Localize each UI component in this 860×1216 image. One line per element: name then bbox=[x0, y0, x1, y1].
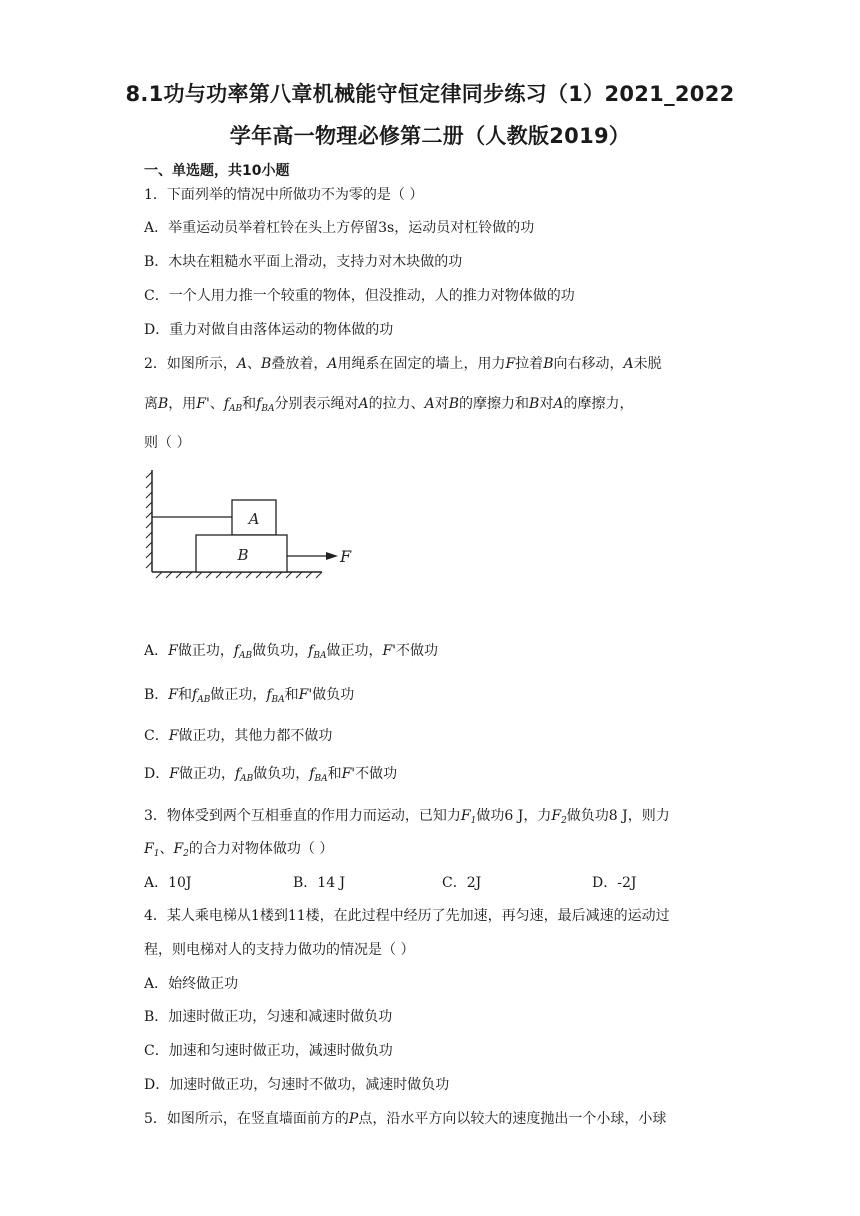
q3-option-b: B．14 J bbox=[293, 875, 346, 891]
q2-figure bbox=[144, 468, 364, 580]
force-label: F bbox=[340, 547, 352, 566]
q5-stem-line-1: 5．如图所示，在竖直墙面前方的P点，沿水平方向以较大的速度抛出一个小球，小球 bbox=[144, 1111, 667, 1127]
q2-option-d: D．F做正功，$f_{AB}$做负功，$f_{BA}$和F'不做功 bbox=[144, 766, 398, 784]
q2-option-a: A．F做正功，$f_{AB}$做负功，$f_{BA}$做正功，F'不做功 bbox=[144, 643, 439, 661]
q2-stem-line-2: 离B，用F'、$f_{AB}$和$f_{BA}$分别表示绳对A的拉力、A对B的摩擦力和B对A的摩擦力， bbox=[144, 396, 634, 414]
q3-option-d: D．-2J bbox=[592, 875, 637, 891]
q1-option-a: A．举重运动员举着杠铃在头上方停留3s，运动员对杠铃做的功 bbox=[144, 220, 535, 236]
ground bbox=[152, 572, 322, 578]
q1-option-d: D．重力对做自由落体运动的物体做的功 bbox=[144, 322, 394, 338]
block-a-label: A bbox=[248, 510, 260, 528]
q3-stem-line-2: $F_1$、$F_2$的合力对物体做功（ ） bbox=[144, 841, 334, 859]
q4-stem-line-2: 程，则电梯对人的支持力做功的情况是（ ） bbox=[144, 942, 415, 958]
q2-option-c: C．F做正功，其他力都不做功 bbox=[144, 728, 333, 744]
section-heading: 一、单选题，共10小题 bbox=[144, 163, 290, 179]
q1-stem: 1．下面列举的情况中所做功不为零的是（ ） bbox=[144, 187, 424, 203]
q2-stem-line-1: 2．如图所示，A、B叠放着，A用绳系在固定的墙上，用力F拉着B向右移动，A未脱 bbox=[144, 356, 662, 372]
q4-option-c: C．加速和匀速时做正功，减速时做负功 bbox=[144, 1043, 393, 1059]
wall bbox=[146, 470, 152, 572]
q3-stem-line-1: 3．物体受到两个互相垂直的作用力而运动，已知力$F_1$做功6 J，力$F_2$做负功8 J，则力 bbox=[144, 808, 670, 826]
q2-stem-line-3: 则（ ） bbox=[144, 435, 191, 451]
q4-stem-line-1: 4．某人乘电梯从1楼到11楼，在此过程中经历了先加速，再匀速，最后减速的运动过 bbox=[144, 908, 670, 924]
q1-option-c: C．一个人用力推一个较重的物体，但没推动，人的推力对物体做的功 bbox=[144, 288, 575, 304]
q4-option-b: B．加速时做正功，匀速和减速时做负功 bbox=[144, 1009, 393, 1025]
force-arrow-head bbox=[326, 552, 338, 560]
q4-option-a: A．始终做正功 bbox=[144, 976, 239, 992]
q3-option-c: C．2J bbox=[442, 875, 482, 891]
block-b-label: B bbox=[237, 546, 249, 564]
q2-option-b: B．F和$f_{AB}$做正功，$f_{BA}$和F'做负功 bbox=[144, 687, 355, 705]
q3-option-a: A．10J bbox=[144, 875, 192, 891]
q1-option-b: B．木块在粗糙水平面上滑动，支持力对木块做的功 bbox=[144, 254, 463, 270]
title-line-1: 8.1功与功率第八章机械能守恒定律同步练习（1）2021_2022 bbox=[125, 82, 735, 106]
title-line-2: 学年高一物理必修第二册（人教版2019） bbox=[229, 124, 631, 148]
q4-option-d: D．加速时做正功，匀速时不做功，减速时做负功 bbox=[144, 1077, 450, 1093]
